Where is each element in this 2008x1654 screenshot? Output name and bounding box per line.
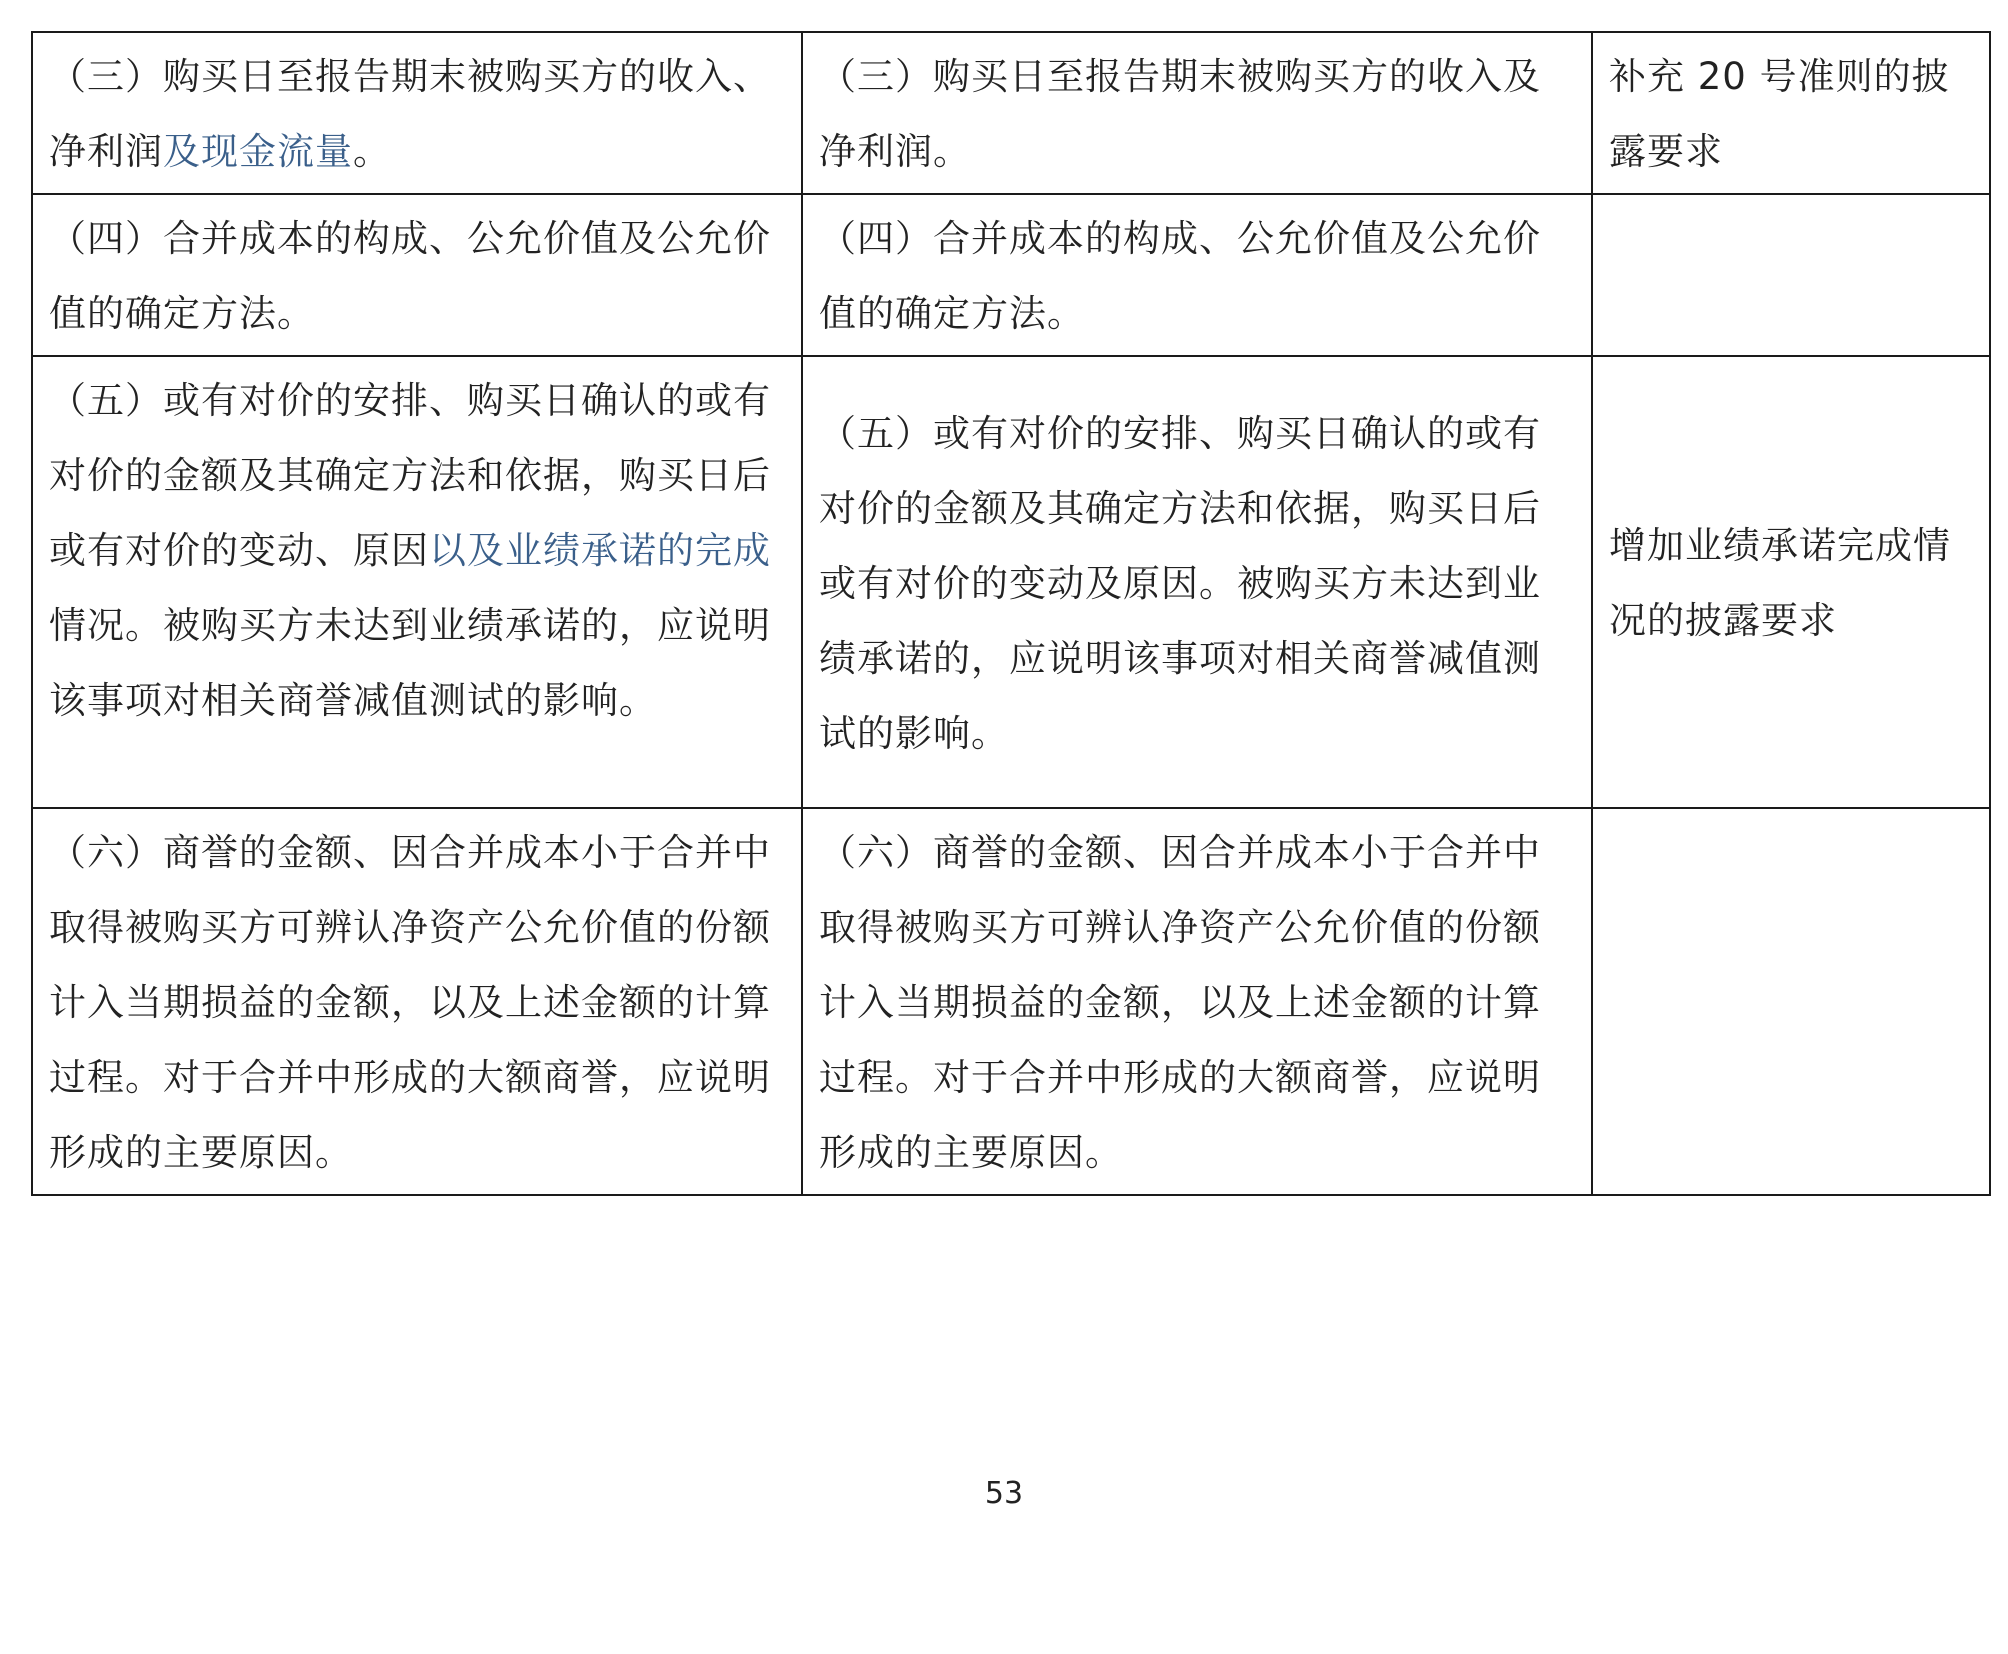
cell-text: （四）合并成本的构成、公允价值及公允价值的确定方法。	[49, 217, 771, 335]
cell-text: 情况。被购买方未达到业绩承诺的，应说明该事项对相关商誉减值测试的影响。	[49, 604, 771, 722]
cell-text: （六）商誉的金额、因合并成本小于合并中取得被购买方可辨认净资产公允价值的份额计入当期损益的金额，以及上述金额的计算过程。对于合并中形成的大额商誉，应说明形成的主要原因。	[49, 831, 771, 1174]
table-row	[32, 32, 1990, 194]
new-rule-cell	[32, 356, 802, 808]
cell-text: （三）购买日至报告期末被购买方的收入、净利润	[49, 55, 771, 173]
cell-text: （五）或有对价的安排、购买日确认的或有对价的金额及其确定方法和依据，购买日后或有对价的变动、原因	[49, 379, 771, 572]
highlighted-text: 及现金流量	[163, 130, 353, 173]
old-rule-cell	[802, 32, 1592, 194]
cell-text: （三）购买日至报告期末被购买方的收入及净利润。	[819, 55, 1541, 173]
old-rule-cell	[802, 194, 1592, 356]
note-cell	[1592, 356, 1990, 808]
note-cell	[1592, 194, 1990, 356]
old-rule-cell	[802, 808, 1592, 1195]
old-rule-cell	[802, 356, 1592, 808]
note-cell	[1592, 808, 1990, 1195]
new-rule-cell	[32, 194, 802, 356]
highlighted-text: 以及业绩承诺的完成	[429, 529, 771, 572]
table-row	[32, 808, 1990, 1195]
cell-text: （六）商誉的金额、因合并成本小于合并中取得被购买方可辨认净资产公允价值的份额计入当期损益的金额，以及上述金额的计算过程。对于合并中形成的大额商誉，应说明形成的主要原因。	[819, 831, 1541, 1174]
new-rule-cell	[32, 32, 802, 194]
note-cell	[1592, 32, 1990, 194]
table-row	[32, 194, 1990, 356]
cell-text: 增加业绩承诺完成情况的披露要求	[1609, 524, 1951, 642]
new-rule-cell	[32, 808, 802, 1195]
comparison-table	[31, 31, 1991, 1196]
cell-text: （五）或有对价的安排、购买日确认的或有对价的金额及其确定方法和依据，购买日后或有对价的变动及原因。被购买方未达到业绩承诺的，应说明该事项对相关商誉减值测试的影响。	[819, 411, 1541, 755]
table-row	[32, 356, 1990, 808]
cell-text: （四）合并成本的构成、公允价值及公允价值的确定方法。	[819, 217, 1541, 335]
cell-text: 补充 20 号准则的披露要求	[1609, 55, 1950, 173]
cell-text: 。	[353, 130, 391, 173]
page-number: 53	[984, 1476, 1024, 1511]
